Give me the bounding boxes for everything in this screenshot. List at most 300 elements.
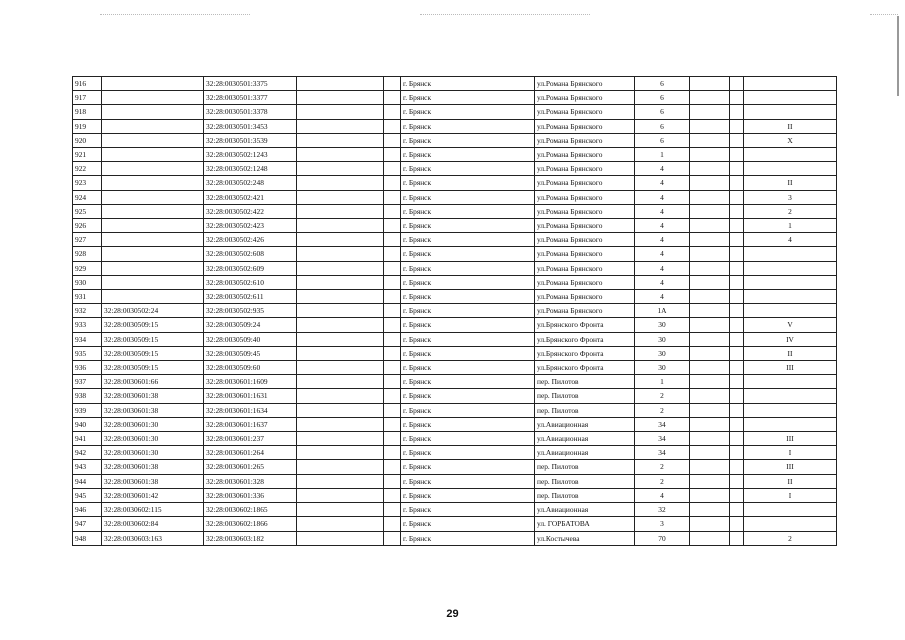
- empty-cell: [690, 474, 730, 488]
- parcel-number: 32:28:0030601:30: [102, 417, 204, 431]
- house-number: 34: [635, 417, 690, 431]
- parcel-number: 32:28:0030509:15: [102, 361, 204, 375]
- register-table: [72, 76, 837, 546]
- empty-cell: [384, 105, 401, 119]
- parcel-number: 32:28:0030601:30: [102, 446, 204, 460]
- parcel-number: [102, 275, 204, 289]
- parcel-number: [102, 133, 204, 147]
- empty-cell: [384, 176, 401, 190]
- parcel-number: 32:28:0030602:84: [102, 517, 204, 531]
- street: ул.Брянского Фронта: [535, 346, 635, 360]
- apartment-number: [744, 517, 837, 531]
- parcel-number: 32:28:0030601:38: [102, 403, 204, 417]
- empty-cell: [384, 389, 401, 403]
- empty-cell: [730, 219, 744, 233]
- empty-cell: [297, 446, 384, 460]
- object-cadastral-number: 32:28:0030502:421: [204, 190, 297, 204]
- street: ул.Романа Брянского: [535, 91, 635, 105]
- parcel-number: 32:28:0030509:15: [102, 318, 204, 332]
- empty-cell: [297, 91, 384, 105]
- object-cadastral-number: 32:28:0030601:264: [204, 446, 297, 460]
- empty-cell: [690, 233, 730, 247]
- table-row: [73, 162, 837, 176]
- parcel-number: [102, 261, 204, 275]
- city: г. Брянск: [401, 247, 535, 261]
- house-number: 6: [635, 119, 690, 133]
- empty-cell: [690, 460, 730, 474]
- apartment-number: I: [744, 446, 837, 460]
- apartment-number: II: [744, 176, 837, 190]
- house-number: 34: [635, 446, 690, 460]
- empty-cell: [297, 417, 384, 431]
- empty-cell: [730, 247, 744, 261]
- house-number: 4: [635, 176, 690, 190]
- apartment-number: II: [744, 474, 837, 488]
- city: г. Брянск: [401, 133, 535, 147]
- parcel-number: 32:28:0030601:38: [102, 460, 204, 474]
- row-number: 935: [73, 346, 102, 360]
- apartment-number: X: [744, 133, 837, 147]
- city: г. Брянск: [401, 417, 535, 431]
- empty-cell: [730, 318, 744, 332]
- row-number: 940: [73, 417, 102, 431]
- empty-cell: [384, 531, 401, 545]
- city: г. Брянск: [401, 162, 535, 176]
- empty-cell: [690, 446, 730, 460]
- parcel-number: [102, 91, 204, 105]
- empty-cell: [730, 488, 744, 502]
- apartment-number: [744, 77, 837, 91]
- house-number: 32: [635, 503, 690, 517]
- empty-cell: [690, 119, 730, 133]
- city: г. Брянск: [401, 304, 535, 318]
- city: г. Брянск: [401, 361, 535, 375]
- city: г. Брянск: [401, 531, 535, 545]
- street: пер. Пилотов: [535, 488, 635, 502]
- street: ул.Романа Брянского: [535, 247, 635, 261]
- house-number: 1: [635, 375, 690, 389]
- apartment-number: [744, 290, 837, 304]
- city: г. Брянск: [401, 389, 535, 403]
- table-row: [73, 375, 837, 389]
- city: г. Брянск: [401, 176, 535, 190]
- city: г. Брянск: [401, 148, 535, 162]
- empty-cell: [690, 219, 730, 233]
- street: ул.Авиационная: [535, 417, 635, 431]
- object-cadastral-number: 32:28:0030502:610: [204, 275, 297, 289]
- row-number: 921: [73, 148, 102, 162]
- city: г. Брянск: [401, 105, 535, 119]
- table-row: [73, 119, 837, 133]
- street: ул.Авиационная: [535, 446, 635, 460]
- row-number: 929: [73, 261, 102, 275]
- empty-cell: [690, 332, 730, 346]
- empty-cell: [690, 403, 730, 417]
- row-number: 923: [73, 176, 102, 190]
- empty-cell: [690, 77, 730, 91]
- city: г. Брянск: [401, 77, 535, 91]
- parcel-number: [102, 219, 204, 233]
- empty-cell: [690, 105, 730, 119]
- table-row: [73, 219, 837, 233]
- table-row: [73, 304, 837, 318]
- empty-cell: [730, 503, 744, 517]
- object-cadastral-number: 32:28:0030502:422: [204, 204, 297, 218]
- empty-cell: [690, 275, 730, 289]
- parcel-number: [102, 148, 204, 162]
- object-cadastral-number: 32:28:0030502:935: [204, 304, 297, 318]
- empty-cell: [297, 488, 384, 502]
- empty-cell: [730, 332, 744, 346]
- empty-cell: [384, 162, 401, 176]
- apartment-number: 4: [744, 233, 837, 247]
- parcel-number: 32:28:0030602:115: [102, 503, 204, 517]
- empty-cell: [730, 162, 744, 176]
- table-row: [73, 488, 837, 502]
- empty-cell: [730, 133, 744, 147]
- empty-cell: [297, 119, 384, 133]
- row-number: 937: [73, 375, 102, 389]
- object-cadastral-number: 32:28:0030501:3378: [204, 105, 297, 119]
- empty-cell: [384, 488, 401, 502]
- empty-cell: [730, 389, 744, 403]
- empty-cell: [690, 176, 730, 190]
- empty-cell: [384, 190, 401, 204]
- empty-cell: [297, 162, 384, 176]
- empty-cell: [297, 261, 384, 275]
- apartment-number: III: [744, 460, 837, 474]
- parcel-number: 32:28:0030601:38: [102, 389, 204, 403]
- object-cadastral-number: 32:28:0030502:611: [204, 290, 297, 304]
- apartment-number: III: [744, 361, 837, 375]
- empty-cell: [690, 531, 730, 545]
- apartment-number: V: [744, 318, 837, 332]
- street: ул.Романа Брянского: [535, 176, 635, 190]
- street: ул.Романа Брянского: [535, 148, 635, 162]
- object-cadastral-number: 32:28:0030601:237: [204, 432, 297, 446]
- parcel-number: [102, 105, 204, 119]
- row-number: 939: [73, 403, 102, 417]
- row-number: 938: [73, 389, 102, 403]
- parcel-number: 32:28:0030601:30: [102, 432, 204, 446]
- empty-cell: [730, 77, 744, 91]
- empty-cell: [297, 375, 384, 389]
- apartment-number: [744, 162, 837, 176]
- house-number: 2: [635, 460, 690, 474]
- row-number: 930: [73, 275, 102, 289]
- street: ул.Романа Брянского: [535, 219, 635, 233]
- empty-cell: [690, 318, 730, 332]
- house-number: 6: [635, 77, 690, 91]
- house-number: 4: [635, 219, 690, 233]
- object-cadastral-number: 32:28:0030502:608: [204, 247, 297, 261]
- table-row: [73, 346, 837, 360]
- parcel-number: 32:28:0030509:15: [102, 332, 204, 346]
- parcel-number: [102, 176, 204, 190]
- house-number: 6: [635, 133, 690, 147]
- empty-cell: [297, 247, 384, 261]
- table-row: [73, 403, 837, 417]
- empty-cell: [297, 148, 384, 162]
- empty-cell: [690, 204, 730, 218]
- house-number: 4: [635, 204, 690, 218]
- apartment-number: IV: [744, 332, 837, 346]
- empty-cell: [384, 403, 401, 417]
- row-number: 918: [73, 105, 102, 119]
- object-cadastral-number: 32:28:0030601:328: [204, 474, 297, 488]
- scan-edge-line: [897, 16, 899, 96]
- apartment-number: I: [744, 488, 837, 502]
- street: ул.Романа Брянского: [535, 275, 635, 289]
- empty-cell: [690, 133, 730, 147]
- scan-artifact-left: [100, 14, 250, 16]
- street: ул.Костычева: [535, 531, 635, 545]
- house-number: 2: [635, 474, 690, 488]
- empty-cell: [297, 432, 384, 446]
- street: ул.Романа Брянского: [535, 233, 635, 247]
- row-number: 946: [73, 503, 102, 517]
- house-number: 2: [635, 403, 690, 417]
- parcel-number: [102, 162, 204, 176]
- house-number: 34: [635, 432, 690, 446]
- city: г. Брянск: [401, 233, 535, 247]
- table-row: [73, 247, 837, 261]
- empty-cell: [730, 290, 744, 304]
- row-number: 936: [73, 361, 102, 375]
- house-number: 4: [635, 290, 690, 304]
- empty-cell: [730, 517, 744, 531]
- empty-cell: [730, 204, 744, 218]
- city: г. Брянск: [401, 403, 535, 417]
- house-number: 1: [635, 148, 690, 162]
- object-cadastral-number: 32:28:0030502:1248: [204, 162, 297, 176]
- empty-cell: [297, 204, 384, 218]
- empty-cell: [297, 531, 384, 545]
- object-cadastral-number: 32:28:0030501:3539: [204, 133, 297, 147]
- row-number: 927: [73, 233, 102, 247]
- object-cadastral-number: 32:28:0030502:423: [204, 219, 297, 233]
- street: ул.Романа Брянского: [535, 190, 635, 204]
- street: ул.Романа Брянского: [535, 77, 635, 91]
- empty-cell: [730, 261, 744, 275]
- empty-cell: [297, 474, 384, 488]
- apartment-number: [744, 91, 837, 105]
- empty-cell: [730, 233, 744, 247]
- empty-cell: [730, 375, 744, 389]
- house-number: 1А: [635, 304, 690, 318]
- empty-cell: [384, 503, 401, 517]
- apartment-number: [744, 275, 837, 289]
- empty-cell: [297, 290, 384, 304]
- empty-cell: [384, 318, 401, 332]
- table-row: [73, 361, 837, 375]
- empty-cell: [384, 375, 401, 389]
- street: ул.Романа Брянского: [535, 119, 635, 133]
- row-number: 947: [73, 517, 102, 531]
- empty-cell: [690, 190, 730, 204]
- scan-artifact-right: [870, 14, 898, 16]
- empty-cell: [384, 460, 401, 474]
- object-cadastral-number: 32:28:0030602:1865: [204, 503, 297, 517]
- empty-cell: [730, 446, 744, 460]
- street: ул.Романа Брянского: [535, 105, 635, 119]
- empty-cell: [730, 474, 744, 488]
- street: ул.Романа Брянского: [535, 204, 635, 218]
- object-cadastral-number: 32:28:0030601:265: [204, 460, 297, 474]
- object-cadastral-number: 32:28:0030603:182: [204, 531, 297, 545]
- row-number: 924: [73, 190, 102, 204]
- object-cadastral-number: 32:28:0030509:24: [204, 318, 297, 332]
- empty-cell: [297, 304, 384, 318]
- house-number: 4: [635, 261, 690, 275]
- empty-cell: [297, 389, 384, 403]
- table-row: [73, 517, 837, 531]
- object-cadastral-number: 32:28:0030601:1631: [204, 389, 297, 403]
- empty-cell: [690, 488, 730, 502]
- object-cadastral-number: 32:28:0030602:1866: [204, 517, 297, 531]
- empty-cell: [384, 517, 401, 531]
- city: г. Брянск: [401, 474, 535, 488]
- house-number: 70: [635, 531, 690, 545]
- apartment-number: [744, 105, 837, 119]
- apartment-number: [744, 389, 837, 403]
- house-number: 6: [635, 91, 690, 105]
- row-number: 922: [73, 162, 102, 176]
- table-row: [73, 503, 837, 517]
- city: г. Брянск: [401, 517, 535, 531]
- parcel-number: [102, 233, 204, 247]
- empty-cell: [384, 446, 401, 460]
- empty-cell: [690, 432, 730, 446]
- row-number: 928: [73, 247, 102, 261]
- empty-cell: [690, 162, 730, 176]
- empty-cell: [690, 261, 730, 275]
- empty-cell: [297, 105, 384, 119]
- scan-artifact-mid: [420, 14, 590, 16]
- empty-cell: [297, 517, 384, 531]
- table-row: [73, 190, 837, 204]
- city: г. Брянск: [401, 204, 535, 218]
- table-row: [73, 133, 837, 147]
- object-cadastral-number: 32:28:0030501:3377: [204, 91, 297, 105]
- empty-cell: [730, 119, 744, 133]
- street: пер. Пилотов: [535, 389, 635, 403]
- empty-cell: [730, 361, 744, 375]
- object-cadastral-number: 32:28:0030501:3375: [204, 77, 297, 91]
- apartment-number: [744, 403, 837, 417]
- parcel-number: [102, 77, 204, 91]
- empty-cell: [384, 148, 401, 162]
- table-row: [73, 105, 837, 119]
- object-cadastral-number: 32:28:0030502:426: [204, 233, 297, 247]
- empty-cell: [297, 190, 384, 204]
- city: г. Брянск: [401, 91, 535, 105]
- city: г. Брянск: [401, 432, 535, 446]
- row-number: 919: [73, 119, 102, 133]
- row-number: 925: [73, 204, 102, 218]
- house-number: 30: [635, 318, 690, 332]
- city: г. Брянск: [401, 460, 535, 474]
- table-row: [73, 417, 837, 431]
- row-number: 944: [73, 474, 102, 488]
- house-number: 4: [635, 488, 690, 502]
- empty-cell: [730, 304, 744, 318]
- apartment-number: [744, 417, 837, 431]
- house-number: 4: [635, 233, 690, 247]
- empty-cell: [297, 460, 384, 474]
- parcel-number: [102, 204, 204, 218]
- table-row: [73, 332, 837, 346]
- row-number: 920: [73, 133, 102, 147]
- empty-cell: [384, 432, 401, 446]
- house-number: 30: [635, 332, 690, 346]
- street: пер. Пилотов: [535, 375, 635, 389]
- apartment-number: 3: [744, 190, 837, 204]
- street: ул.Брянского Фронта: [535, 318, 635, 332]
- parcel-number: 32:28:0030502:24: [102, 304, 204, 318]
- table-row: [73, 77, 837, 91]
- empty-cell: [690, 304, 730, 318]
- table-row: [73, 474, 837, 488]
- table-row: [73, 233, 837, 247]
- empty-cell: [297, 346, 384, 360]
- object-cadastral-number: 32:28:0030601:1634: [204, 403, 297, 417]
- street: ул.Романа Брянского: [535, 290, 635, 304]
- row-number: 933: [73, 318, 102, 332]
- empty-cell: [690, 417, 730, 431]
- empty-cell: [297, 318, 384, 332]
- empty-cell: [690, 503, 730, 517]
- empty-cell: [384, 332, 401, 346]
- object-cadastral-number: 32:28:0030601:1637: [204, 417, 297, 431]
- empty-cell: [730, 531, 744, 545]
- empty-cell: [730, 176, 744, 190]
- empty-cell: [690, 290, 730, 304]
- empty-cell: [384, 233, 401, 247]
- empty-cell: [297, 332, 384, 346]
- street: пер. Пилотов: [535, 460, 635, 474]
- row-number: 943: [73, 460, 102, 474]
- house-number: 4: [635, 247, 690, 261]
- house-number: 3: [635, 517, 690, 531]
- table-row: [73, 446, 837, 460]
- apartment-number: 2: [744, 204, 837, 218]
- city: г. Брянск: [401, 332, 535, 346]
- table-row: [73, 148, 837, 162]
- empty-cell: [384, 219, 401, 233]
- parcel-number: 32:28:0030603:163: [102, 531, 204, 545]
- city: г. Брянск: [401, 290, 535, 304]
- table-row: [73, 176, 837, 190]
- parcel-number: 32:28:0030509:15: [102, 346, 204, 360]
- empty-cell: [384, 133, 401, 147]
- empty-cell: [730, 190, 744, 204]
- empty-cell: [384, 290, 401, 304]
- empty-cell: [730, 460, 744, 474]
- house-number: 30: [635, 361, 690, 375]
- apartment-number: [744, 375, 837, 389]
- parcel-number: [102, 190, 204, 204]
- table-row: [73, 275, 837, 289]
- street: ул.Романа Брянского: [535, 304, 635, 318]
- empty-cell: [690, 389, 730, 403]
- city: г. Брянск: [401, 275, 535, 289]
- empty-cell: [690, 346, 730, 360]
- empty-cell: [384, 346, 401, 360]
- apartment-number: [744, 304, 837, 318]
- empty-cell: [384, 275, 401, 289]
- city: г. Брянск: [401, 446, 535, 460]
